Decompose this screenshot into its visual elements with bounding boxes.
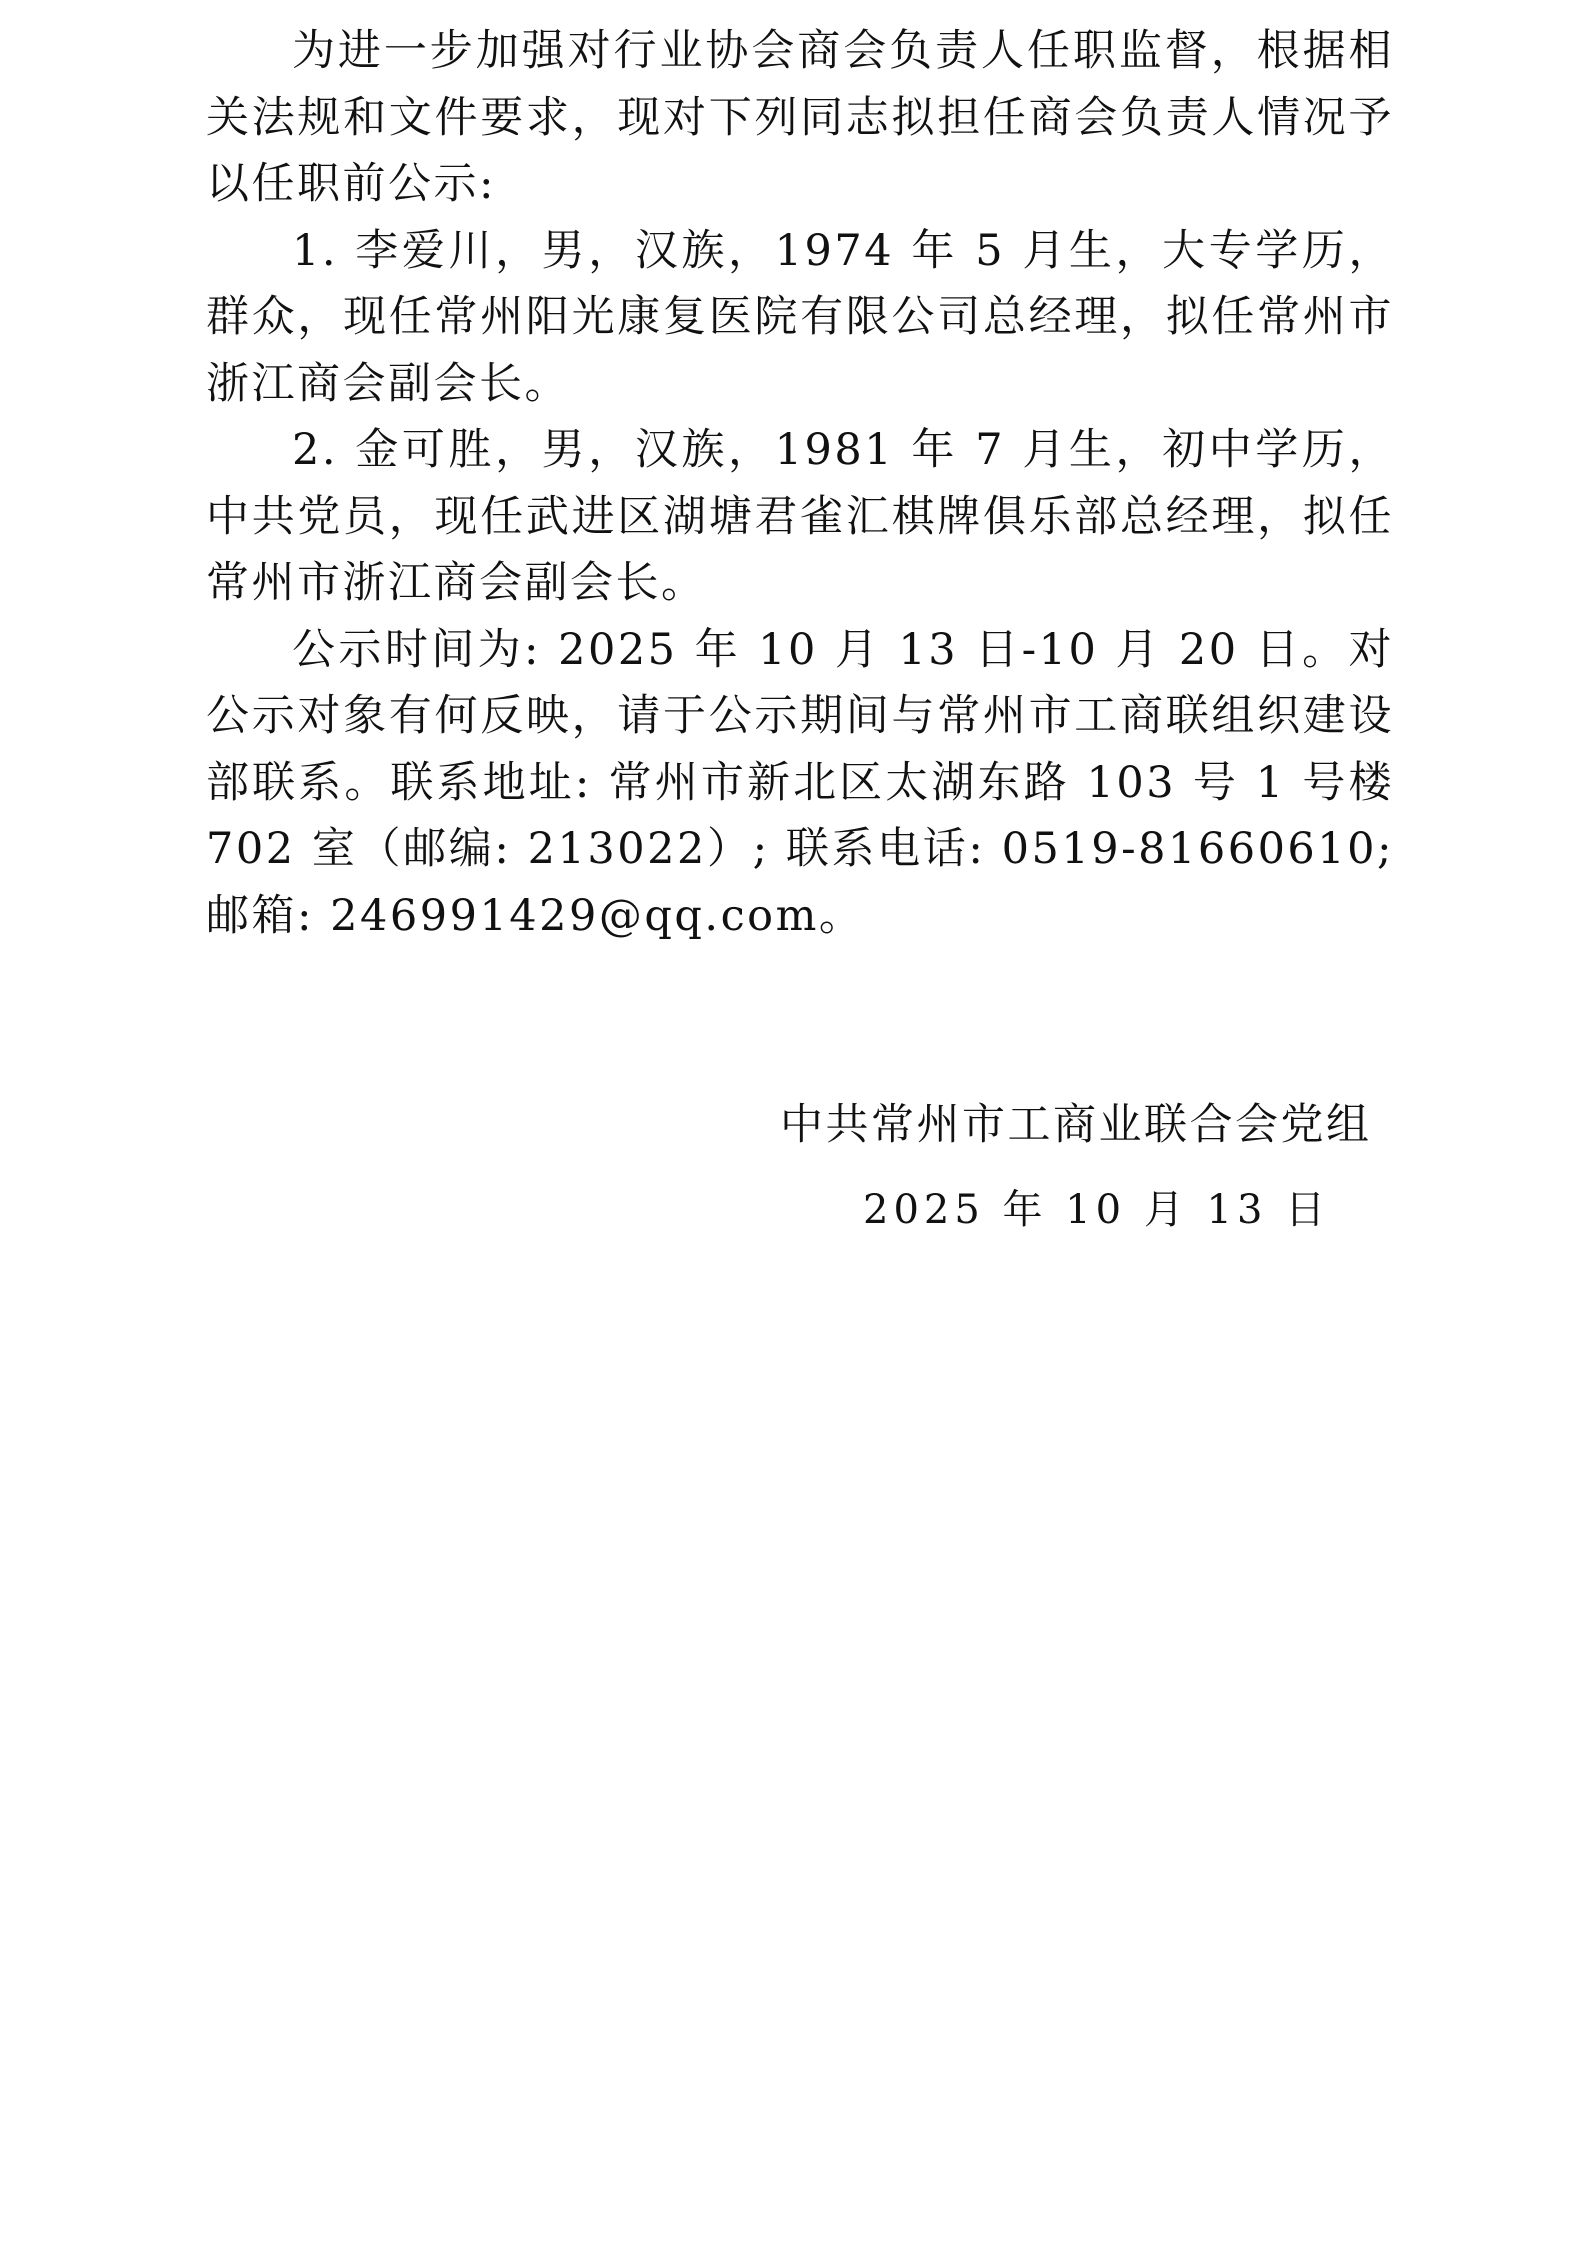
contact-paragraph: 公示时间为: 2025 年 10 月 13 日-10 月 20 日。对公示对象有何反映，请于公示期间与常州市工商联组织建设部联系。联系地址: 常州市新北区太湖东路 103 号 1 号楼 702 室（邮编: 213022）; 联系电话: 0519-81660610; 邮箱: 246991429@qq.com。 xyxy=(206,624,1394,941)
candidate-1-paragraph: 1. 李爱川，男，汉族，1974 年 5 月生，大专学历，群众，现任常州阳光康复医院有限公司总经理，拟任常州市浙江商会副会长。 xyxy=(206,225,1394,409)
intro-paragraph: 为进一步加强对行业协会商会负责人任职监督，根据相关法规和文件要求，现对下列同志拟担任商会负责人情况予以任职前公示: xyxy=(206,26,1394,209)
signature-date: 2025 年 10 月 13 日 xyxy=(863,1187,1331,1233)
candidate-2-paragraph: 2. 金可胜，男，汉族，1981 年 7 月生，初中学历，中共党员，现任武进区湖塘君雀汇棋牌俱乐部总经理，拟任常州市浙江商会副会长。 xyxy=(206,425,1394,608)
signature-block xyxy=(780,1092,1372,1233)
signature-organization: 中共常州市工商业联合会党组 xyxy=(780,1100,1372,1150)
notice-body xyxy=(206,18,1394,949)
